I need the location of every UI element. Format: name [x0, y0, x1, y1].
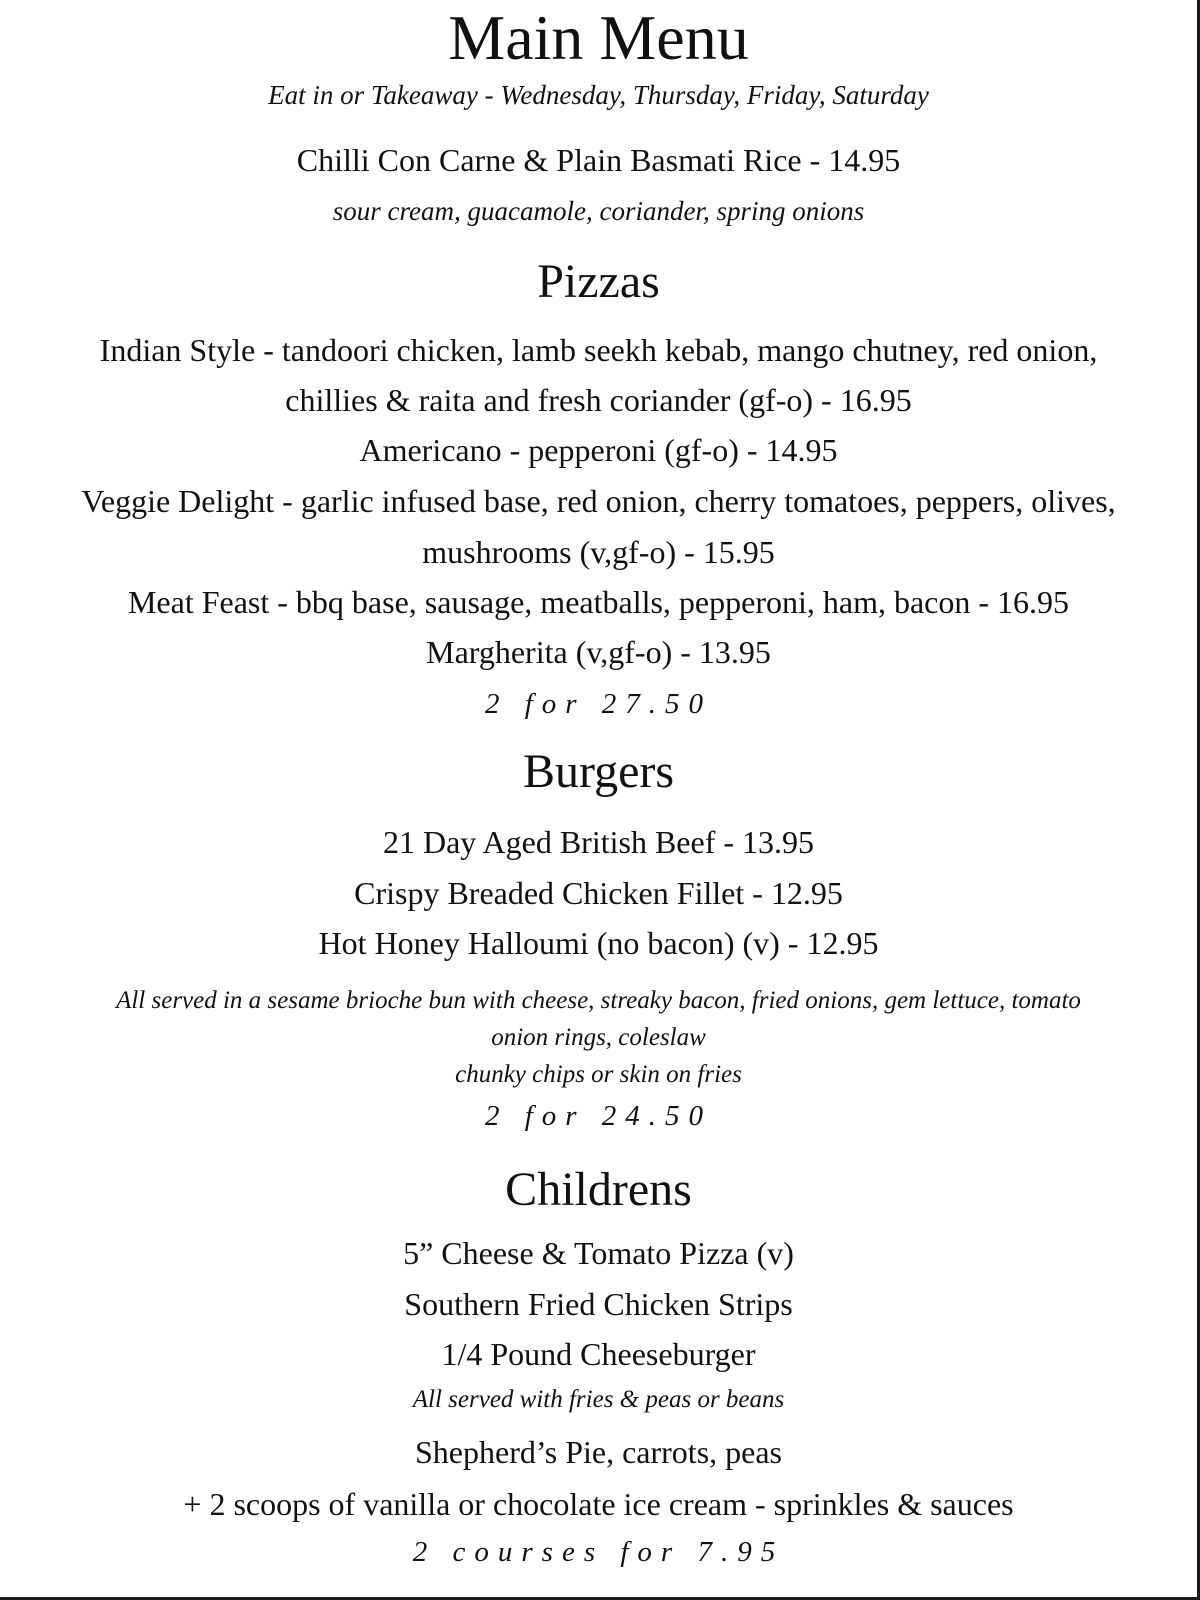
- menu-line: 1/4 Pound Cheeseburger: [441, 1336, 756, 1372]
- special-item: Chilli Con Carne & Plain Basmati Rice - 14.95: [296, 142, 901, 178]
- menu-line: 21 Day Aged British Beef - 13.95: [382, 824, 815, 860]
- menu-line: chillies & raita and fresh coriander (gf-o) - 16.95: [285, 382, 912, 418]
- pizzas-deal: 2 for 27.50: [484, 688, 713, 720]
- menu-line: Crispy Breaded Chicken Fillet - 12.95: [354, 875, 843, 911]
- burgers-note: All served in a sesame brioche bun with cheese, streaky bacon, fried onions, gem lettuce, tomato: [116, 987, 1081, 1014]
- special-note: sour cream, guacamole, coriander, spring onions: [332, 196, 865, 226]
- section-heading-pizzas: Pizzas: [537, 255, 660, 308]
- childrens-deal: 2 courses for 7.95: [412, 1536, 785, 1568]
- childrens-note: All served with fries & peas or beans: [412, 1386, 785, 1413]
- menu-line: Margherita (v,gf-o) - 13.95: [426, 634, 771, 670]
- menu-line: Veggie Delight - garlic infused base, red onion, cherry tomatoes, peppers, olives,: [81, 483, 1116, 519]
- menu-line: Indian Style - tandoori chicken, lamb seekh kebab, mango chutney, red onion,: [99, 332, 1098, 368]
- menu-line: 5” Cheese & Tomato Pizza (v): [403, 1235, 794, 1271]
- menu-line: Hot Honey Halloumi (no bacon) (v) - 12.95: [318, 925, 879, 961]
- menu-line: Shepherd’s Pie, carrots, peas: [414, 1434, 782, 1470]
- menu-line: Southern Fried Chicken Strips: [404, 1286, 793, 1322]
- menu-line: mushrooms (v,gf-o) - 15.95: [422, 534, 775, 570]
- section-heading-burgers: Burgers: [522, 745, 675, 798]
- section-heading-childrens: Childrens: [505, 1163, 692, 1216]
- burgers-note: chunky chips or skin on fries: [455, 1061, 742, 1088]
- burgers-deal: 2 for 24.50: [484, 1100, 713, 1132]
- menu-line: + 2 scoops of vanilla or chocolate ice cream - sprinkles & sauces: [183, 1486, 1014, 1522]
- burgers-note: onion rings, coleslaw: [491, 1024, 706, 1051]
- page-title: Main Menu: [448, 2, 749, 73]
- page-subtitle: Eat in or Takeaway - Wednesday, Thursday, Friday, Saturday: [268, 80, 929, 110]
- menu-line: Americano - pepperoni (gf-o) - 14.95: [359, 432, 838, 468]
- menu-line: Meat Feast - bbq base, sausage, meatballs, pepperoni, ham, bacon - 16.95: [127, 584, 1070, 620]
